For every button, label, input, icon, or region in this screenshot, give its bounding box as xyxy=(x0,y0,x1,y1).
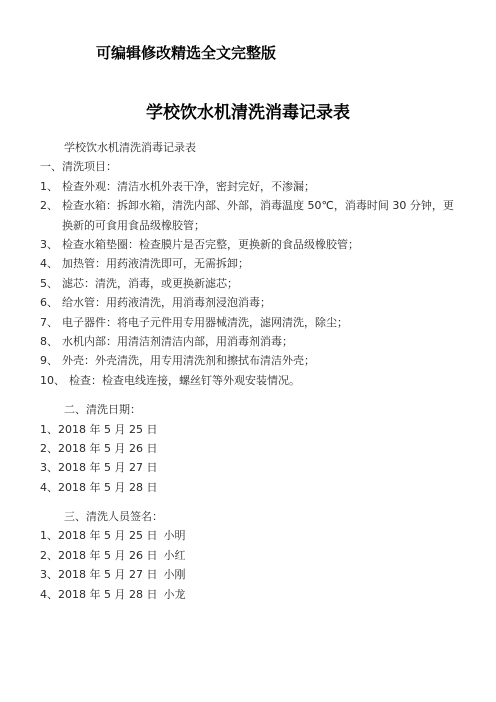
item-text: 检查水箱：拆卸水箱，清洗内部、外部，消毒温度 50℃，消毒时间 30 分钟，更换新的可食用食品级橡胶管； xyxy=(62,199,454,232)
date-item: 3、2018 年 5 月 27 日 xyxy=(40,461,158,475)
list-item xyxy=(40,196,460,235)
item-number: 7、 xyxy=(40,315,58,329)
item-text: 加热管：用药液清洗即可，无需拆卸； xyxy=(62,257,249,271)
signature-row xyxy=(40,526,460,545)
list-item xyxy=(40,313,460,332)
date-item: 2、2018 年 5 月 26 日 xyxy=(40,441,158,455)
item-number: 5、 xyxy=(40,276,58,290)
item-text: 滤芯：清洗，消毒，或更换新滤芯； xyxy=(62,276,238,290)
item-number: 2、 xyxy=(40,199,58,213)
item-text: 电子器件：将电子元件用专用器械清洗，滤网清洗，除尘； xyxy=(62,315,348,329)
item-text: 检查外观：清洁水机外表干净，密封完好，不渗漏； xyxy=(62,179,315,193)
section1-heading: 一、清洗项目： xyxy=(40,160,117,174)
item-text: 检查水箱垫圈：检查膜片是否完整，更换新的食品级橡胶管； xyxy=(62,237,359,251)
signature-name: 小龙 xyxy=(163,587,186,601)
signature-name: 小明 xyxy=(163,529,186,543)
signature-name: 小红 xyxy=(163,548,186,562)
item-text: 外壳：外壳清洗，用专用清洗剂和擦拭布清洁外壳； xyxy=(62,354,315,368)
item-number: 8、 xyxy=(40,334,58,348)
list-item xyxy=(40,371,460,390)
signature-row xyxy=(40,585,460,604)
signature-name: 小刚 xyxy=(163,568,186,582)
list-item xyxy=(40,293,460,312)
section3-heading: 三、清洗人员签名： xyxy=(64,510,163,524)
list-item xyxy=(40,332,460,351)
page-title: 学校饮水机清洗消毒记录表 xyxy=(146,103,350,123)
signature-date: 4、2018 年 5 月 28 日 xyxy=(40,587,158,601)
date-item: 4、2018 年 5 月 28 日 xyxy=(40,480,158,494)
signature-date: 1、2018 年 5 月 25 日 xyxy=(40,529,158,543)
item-number: 1、 xyxy=(40,179,58,193)
signature-date: 2、2018 年 5 月 26 日 xyxy=(40,548,158,562)
list-item xyxy=(40,274,460,293)
item-number: 9、 xyxy=(40,354,58,368)
signature-row xyxy=(40,565,460,584)
signature-date: 3、2018 年 5 月 27 日 xyxy=(40,568,158,582)
item-text: 给水管：用药液清洗，用消毒剂浸泡消毒； xyxy=(62,296,271,310)
list-item xyxy=(40,235,460,254)
signature-row xyxy=(40,546,460,565)
list-item xyxy=(40,351,460,370)
item-text: 水机内部：用清洁剂清洁内部，用消毒剂消毒； xyxy=(62,334,293,348)
item-number: 6、 xyxy=(40,296,58,310)
section2-heading: 二、清洗日期： xyxy=(64,403,141,417)
list-item xyxy=(40,177,460,196)
item-number: 10、 xyxy=(40,373,65,387)
document-subtitle: 学校饮水机清洗消毒记录表 xyxy=(64,141,196,154)
item-number: 4、 xyxy=(40,257,58,271)
item-number: 3、 xyxy=(40,237,58,251)
date-item: 1、2018 年 5 月 25 日 xyxy=(40,422,158,436)
list-item xyxy=(40,254,460,273)
header-banner: 可编辑修改精选全文完整版 xyxy=(96,44,277,62)
document-body xyxy=(40,138,460,604)
item-text: 检查：检查电线连接，螺丝钉等外观安装情况。 xyxy=(69,373,300,387)
